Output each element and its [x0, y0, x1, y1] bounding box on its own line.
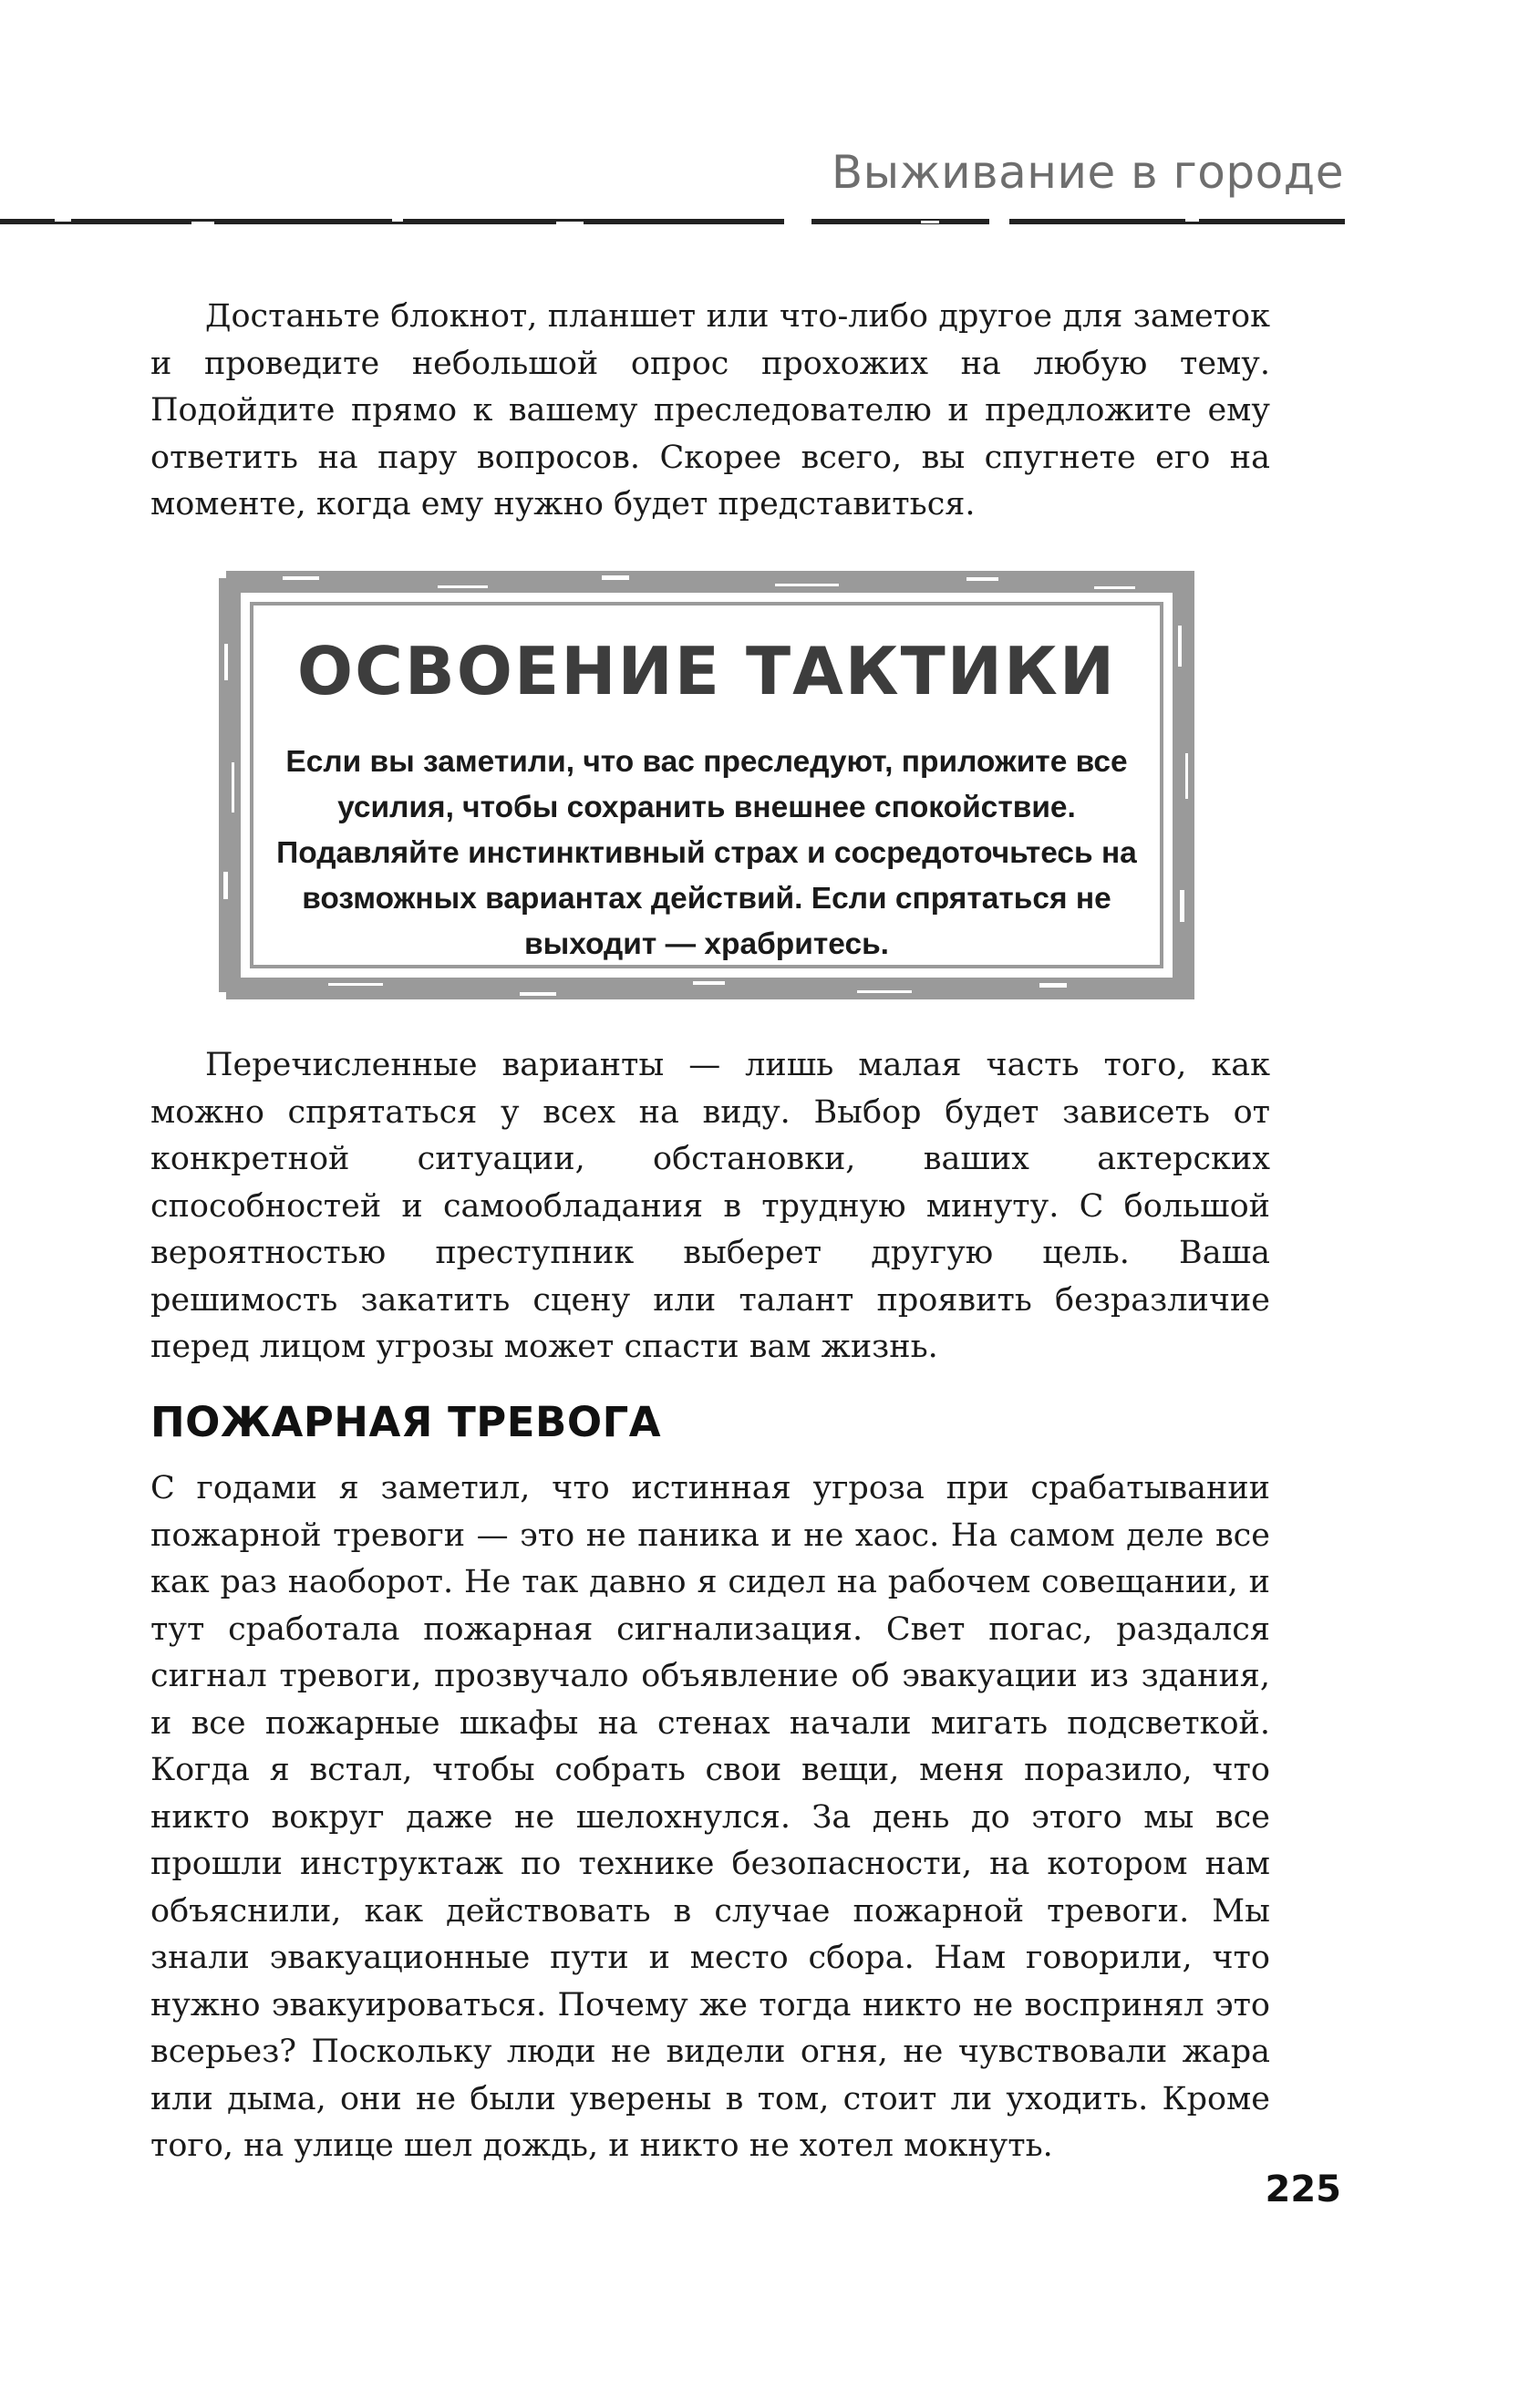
intro-paragraph: Достаньте блокнот, планшет или что-либо другое для заметок и проведите небольшой опрос прохожих на любую тему. Подойдите прямо к вашему преследователю и предложите ему ответить на пару вопросов. Скорее всего, вы спугнете его на моменте, когда ему нужно будет представиться.	[150, 298, 1270, 523]
fire-alarm-paragraph: С годами я заметил, что истинная угроза при срабатывании пожарной тревоги — это не паника и не хаос. На самом деле все как раз наоборот. Не так давно я сидел на рабочем совещании, и тут сработала пожарная сигнализация. Свет погас, раздался сигнал тревоги, прозвучало объявление об эвакуации из здания, и все пожарные шкафы на стенах начали мигать подсветкой. Когда я встал, чтобы собрать свои вещи, меня поразило, что никто вокруг даже не шелохнулся. За день до этого мы все прошли инструктаж по технике безопасности, на котором нам объяснили, как действовать в случае пожарной тревоги. Мы знали эвакуационные пути и место сбора. Нам говорили, что нужно эвакуироваться. Почему же тогда никто не воспринял это всерьез? Поскольку люди не видели огня, не чувствовали жара или дыма, они не были уверены в том, стоит ли уходить. Кроме того, на улице шел дождь, и никто не хотел мокнуть.	[150, 1470, 1270, 2164]
tactics-title: ОСВОЕНИЕ ТАКТИКИ	[296, 633, 1117, 709]
header-rule	[0, 217, 1345, 226]
running-head-title: Выживание в городе	[831, 146, 1344, 199]
tactics-text: Если вы заметили, что вас преследуют, приложите все усилия, чтобы сохранить внешнее спокойствие. Подавляйте инстинктивный страх и сосредоточьтесь на возможных вариантах действий. Если спрятаться не выходит — храбритесь.	[276, 745, 1137, 961]
page-number: 225	[1265, 2168, 1341, 2210]
tactics-callout-box	[219, 571, 1194, 999]
section-heading: ПОЖАРНАЯ ТРЕВОГА	[150, 1398, 662, 1446]
variants-paragraph: Перечисленные варианты — лишь малая часть того, как можно спрятаться у всех на виду. Выбор будет зависеть от конкретной ситуации, обстановки, ваших актерских способностей и самообладания в трудную минуту. С большой вероятностью преступник выберет другую цель. Ваша решимость закатить сцену или талант проявить безразличие перед лицом угрозы может спасти вам жизнь.	[150, 1047, 1270, 1365]
